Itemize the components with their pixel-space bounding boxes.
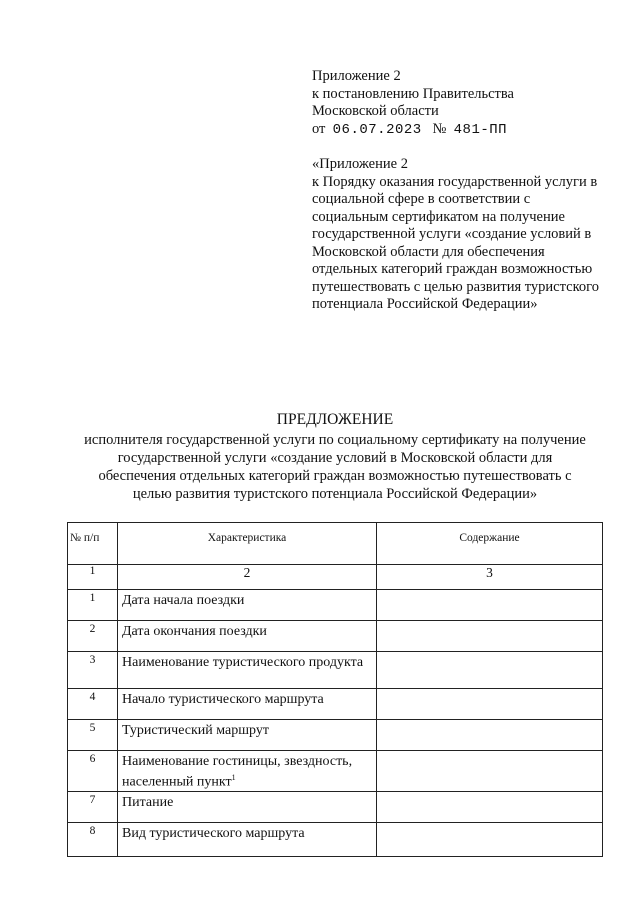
- document-subtitle: [60, 431, 610, 503]
- appendix-line: потенциала Российской Федерации»: [312, 296, 538, 312]
- row-value-cell: [377, 720, 603, 751]
- table-header-row: [68, 523, 603, 565]
- column-number: 1: [68, 565, 118, 590]
- table-row: [68, 652, 603, 689]
- appendix-reference: [312, 156, 617, 314]
- row-label: Наименование туристического продукта: [118, 652, 377, 689]
- row-value-cell: [377, 652, 603, 689]
- subtitle-line: государственной услуги «создание условий в Московской области для: [117, 450, 553, 466]
- row-label: Дата начала поездки: [118, 590, 377, 621]
- appendix-line: социальным сертификатом на получение: [312, 208, 565, 225]
- row-label-text: Наименование гостиницы, звездность, населенный пункт: [122, 754, 353, 790]
- appendix-line: отдельных категорий граждан возможностью: [312, 261, 593, 277]
- subtitle-line: обеспечения отдельных категорий граждан возможностью путешествовать с: [98, 468, 572, 484]
- appendix-line: государственной услуги «создание условий в: [312, 226, 592, 242]
- table-row: [68, 822, 603, 856]
- row-number: 7: [68, 791, 118, 822]
- header-characteristic: Характеристика: [118, 523, 377, 565]
- subtitle-line: исполнителя государственной услуги по социальному сертификату на получение: [84, 432, 586, 448]
- row-label: Туристический маршрут: [118, 720, 377, 751]
- row-number: 3: [68, 652, 118, 689]
- row-value-cell: [377, 751, 603, 792]
- header-line: к постановлению Правительства: [312, 85, 514, 102]
- row-label: Дата окончания поездки: [118, 621, 377, 652]
- row-value-cell: [377, 822, 603, 856]
- row-label: [118, 751, 377, 792]
- footnote-marker: 1: [231, 773, 236, 782]
- table-row: [68, 791, 603, 822]
- row-label: Начало туристического маршрута: [118, 689, 377, 720]
- appendix-line: к Порядку оказания государственной услуги в: [312, 173, 598, 190]
- document-title: ПРЕДЛОЖЕНИЕ: [276, 411, 394, 428]
- resolution-number: 481-ПП: [453, 121, 508, 138]
- column-numbering-row: [68, 565, 603, 590]
- row-value-cell: [377, 621, 603, 652]
- row-label: Питание: [118, 791, 377, 822]
- row-value-cell: [377, 689, 603, 720]
- row-number: 8: [68, 822, 118, 856]
- row-label: Вид туристического маршрута: [118, 822, 377, 856]
- header-number: № п/п: [68, 523, 118, 565]
- header-line: Приложение 2: [312, 68, 401, 84]
- table-row: [68, 751, 603, 792]
- appendix-line: путешествовать с целью развития туристского: [312, 278, 599, 295]
- header-line: Московской области: [312, 103, 439, 119]
- table-row: [68, 621, 603, 652]
- header-content: Содержание: [377, 523, 603, 565]
- resolution-date: 06.07.2023: [332, 121, 422, 138]
- column-number: 3: [377, 565, 603, 590]
- row-number: 6: [68, 751, 118, 792]
- row-number: 5: [68, 720, 118, 751]
- column-number: 2: [118, 565, 377, 590]
- appendix-line: социальной сфере в соответствии с: [312, 191, 531, 207]
- table-row: [68, 720, 603, 751]
- subtitle-line: целью развития туристского потенциала Российской Федерации»: [132, 486, 538, 502]
- table-row: [68, 689, 603, 720]
- appendix-line: «Приложение 2: [312, 156, 408, 172]
- date-number-line: [312, 121, 514, 140]
- offer-table: [67, 522, 603, 857]
- row-value-cell: [377, 791, 603, 822]
- table-row: [68, 590, 603, 621]
- resolution-reference: [312, 68, 514, 139]
- from-label: от: [312, 120, 326, 137]
- row-value-cell: [377, 590, 603, 621]
- row-number: 4: [68, 689, 118, 720]
- row-number: 2: [68, 621, 118, 652]
- number-label: №: [432, 120, 447, 137]
- row-number: 1: [68, 590, 118, 621]
- appendix-line: Московской области для обеспечения: [312, 243, 545, 260]
